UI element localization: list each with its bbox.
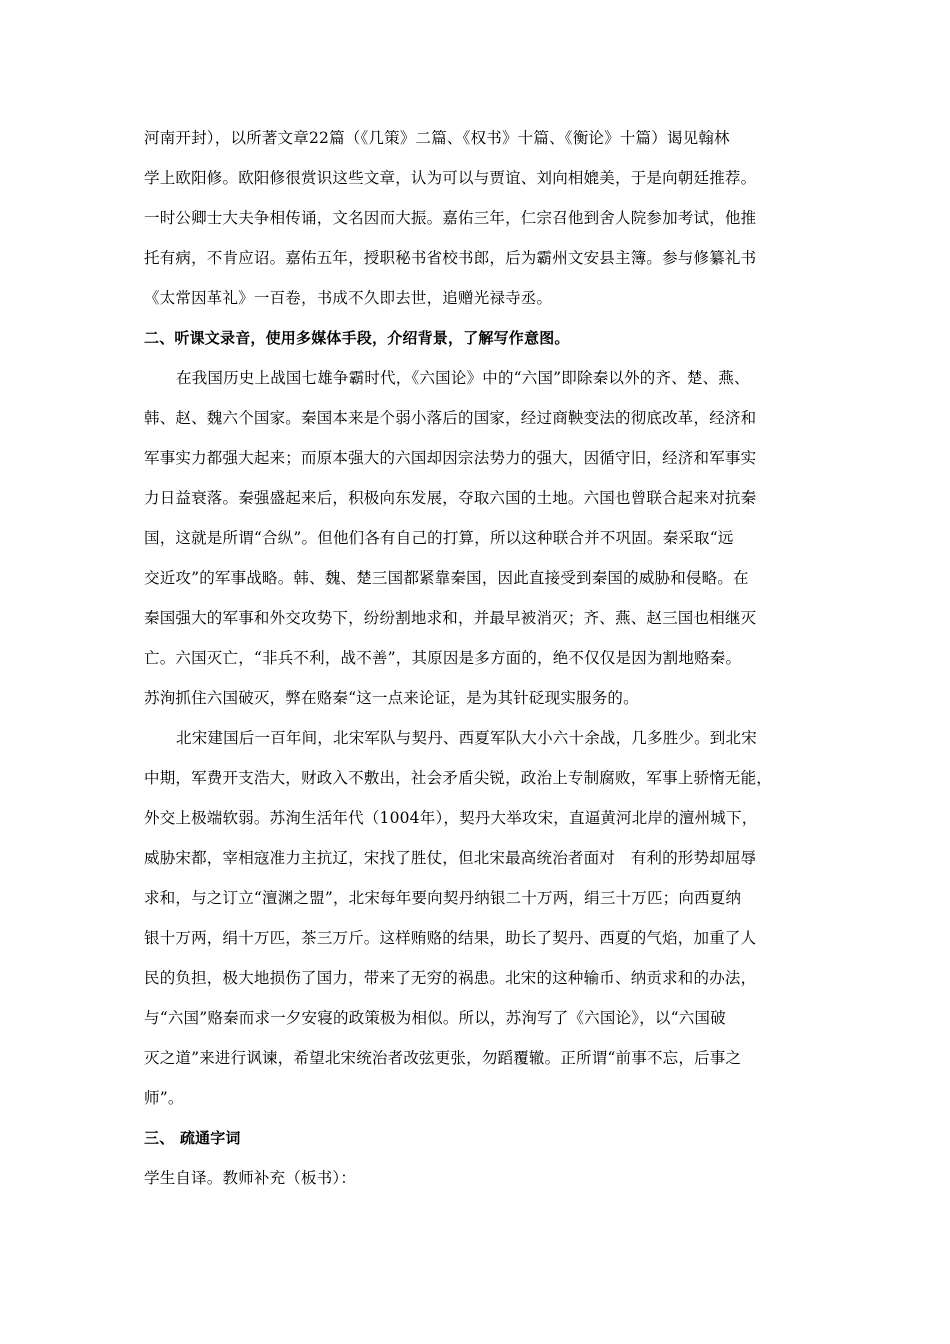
text-line: 苏洵抓住六国破灭，弊在赂秦“这一点来论证，是为其针砭现实服务的。: [144, 689, 639, 707]
text-line: 亡。六国灭亡，“非兵不利，战不善”，其原因是多方面的，绝不仅仅是因为割地赂秦。: [144, 649, 742, 667]
text-line: 托有病，不肯应诏。嘉佑五年，授职秘书省校书郎，后为霸州文安县主簿。参与修纂礼书: [144, 249, 757, 267]
text-line: 秦国强大的军事和外交攻势下，纷纷割地求和，并最早被消灭；齐、燕、赵三国也相继灭: [144, 609, 757, 627]
text-line: 外交上极端软弱。苏洵生活年代（1004年），契丹大举攻宋，直逼黄河北岸的澶州城下，: [144, 809, 758, 827]
text-line: 军事实力都强大起来；而原本强大的六国却因宗法势力的强大，因循守旧，经济和军事实: [144, 449, 757, 467]
document-page: [144, 118, 824, 1198]
text-line: 中期，军费开支浩大，财政入不敷出，社会矛盾尖锐，政治上专制腐败，军事上骄惰无能，: [144, 769, 773, 787]
text-line: 威胁宋都，宰相寇准力主抗辽，宋找了胜仗，但北宋最高统治者面对 有利的形势却屈辱: [144, 849, 757, 867]
text-line: 力日益衰落。秦强盛起来后，积极向东发展，夺取六国的土地。六国也曾联合起来对抗秦: [144, 489, 757, 507]
text-line: 民的负担，极大地损伤了国力，带来了无穷的祸患。北宋的这种输币、纳贡求和的办法，: [144, 969, 757, 987]
text-line: 韩、赵、魏六个国家。秦国本来是个弱小落后的国家，经过商鞅变法的彻底改革，经济和: [144, 409, 757, 427]
intro-paragraph: [144, 118, 824, 318]
text-line: 北宋建国后一百年间，北宋军队与契丹、西夏军队大小六十余战，几多胜少。到北宋: [176, 729, 757, 747]
text-line: 在我国历史上战国七雄争霸时代，《六国论》中的“六国”即除秦以外的齐、楚、燕、: [176, 369, 750, 387]
text-line: 学上欧阳修。欧阳修很赏识这些文章，认为可以与贾谊、刘向相媲美，于是向朝廷推荐。: [144, 169, 757, 187]
text-line: 《太常因革礼》一百卷，书成不久即去世，追赠光禄寺丞。: [144, 289, 553, 307]
background-paragraph-1: [144, 358, 824, 718]
text-line: 国，这就是所谓“合纵”。但他们各有自己的打算，所以这种联合并不巩固。秦采取“远: [144, 529, 734, 547]
text-line: 银十万两，绢十万匹，茶三万斤。这样贿赂的结果，助长了契丹、西夏的气焰，加重了人: [144, 929, 757, 947]
section-heading-3: 三、 疏通字词: [144, 1129, 241, 1147]
text-line: 一时公卿士大夫争相传诵，文名因而大振。嘉佑三年，仁宗召他到舍人院参加考试，他推: [144, 209, 757, 227]
text-line: 学生自译。教师补充（板书）：: [144, 1169, 357, 1187]
text-line: 师”。: [144, 1089, 184, 1107]
text-line: 求和，与之订立“澶渊之盟”，北宋每年要向契丹纳银二十万两，绢三十万匹；向西夏纳: [144, 889, 742, 907]
text-line: 交近攻”的军事战略。韩、魏、楚三国都紧靠秦国，因此直接受到秦国的威胁和侵略。在: [144, 569, 749, 587]
text-line: 灭之道”来进行讽谏，希望北宋统治者改弦更张，勿蹈覆辙。正所谓“前事不忘，后事之: [144, 1049, 742, 1067]
section-heading-2: 二、听课文录音，使用多媒体手段，介绍背景，了解写作意图。: [144, 329, 570, 347]
text-line: 与“六国”赂秦而求一夕安寝的政策极为相似。所以，苏洵写了《六国论》，以“六国破: [144, 1009, 726, 1027]
background-paragraph-2: [144, 718, 824, 1118]
text-line: 河南开封），以所著文章22篇（《几策》二篇、《权书》十篇、《衡论》十篇）谒见翰林: [144, 129, 730, 147]
